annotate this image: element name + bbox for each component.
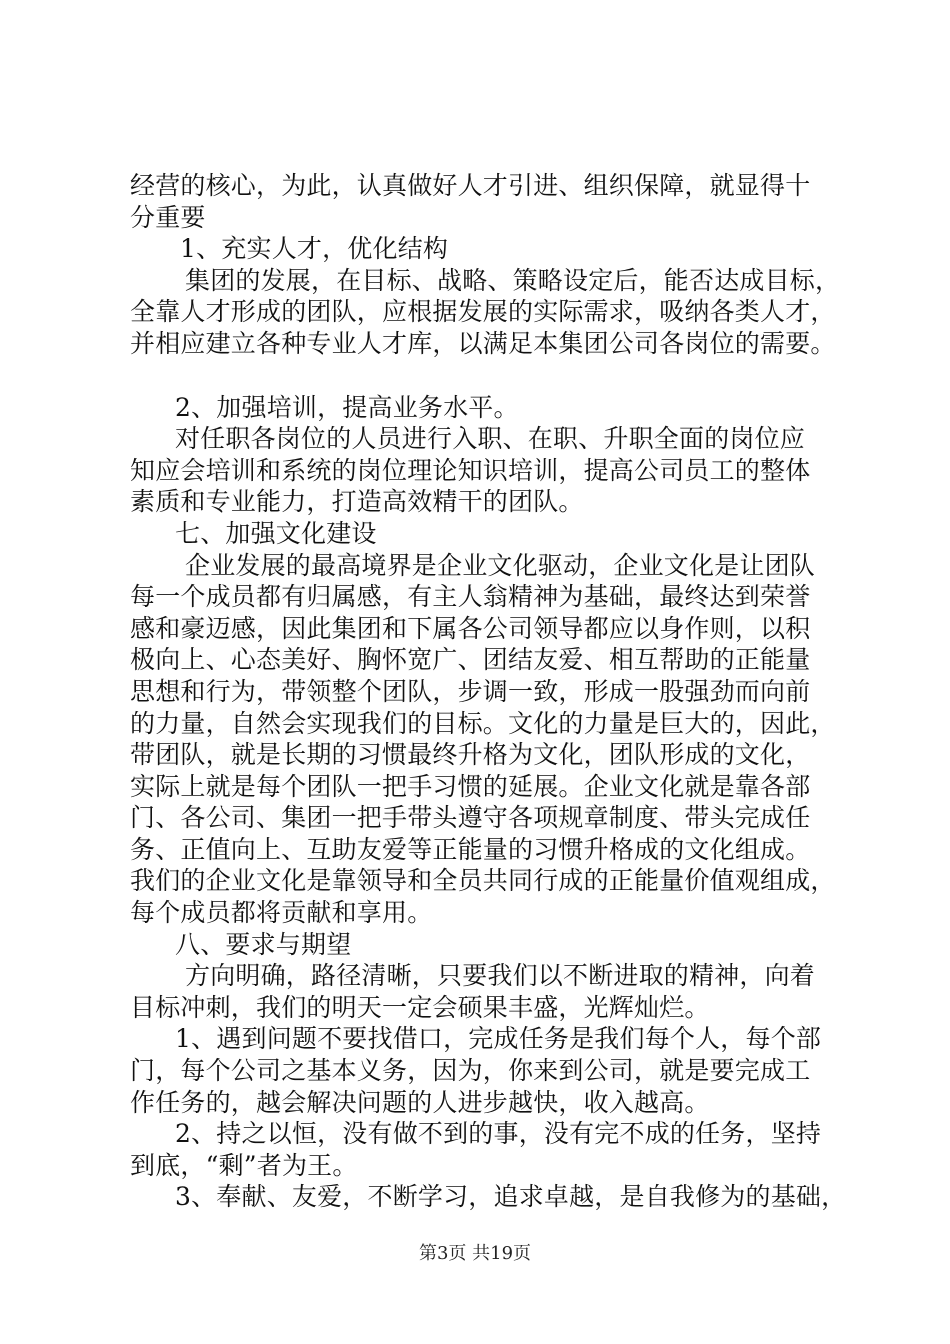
paragraph-line: 门，每个公司之基本义务，因为，你来到公司，就是要完成工 bbox=[130, 1056, 811, 1086]
paragraph-line: 务、正值向上、互助友爱等正能量的习惯升格成的文化组成。 bbox=[130, 834, 811, 864]
paragraph-line: 集团的发展，在目标、战略、策略设定后，能否达成目标， bbox=[185, 265, 841, 295]
paragraph-line: 思想和行为，带领整个团队，步调一致，形成一股强劲而向前 bbox=[130, 676, 811, 706]
paragraph-line: 素质和专业能力，打造高效精干的团队。 bbox=[130, 487, 584, 517]
paragraph-line: 的力量，自然会实现我们的目标。文化的力量是巨大的，因此， bbox=[130, 708, 836, 738]
paragraph-line: 到底，“剩”者为王。 bbox=[130, 1150, 358, 1180]
chapter-heading: 七、加强文化建设 bbox=[175, 518, 377, 548]
paragraph-line: 全靠人才形成的团队，应根据发展的实际需求，吸纳各类人才， bbox=[130, 297, 836, 327]
paragraph-line: 实际上就是每个团队一把手习惯的延展。企业文化就是靠各部 bbox=[130, 771, 811, 801]
paragraph-line: 方向明确，路径清晰，只要我们以不断进取的精神，向着 bbox=[185, 961, 816, 991]
paragraph-line: 带团队，就是长期的习惯最终升格为文化，团队形成的文化， bbox=[130, 740, 811, 770]
paragraph-line: 并相应建立各种专业人才库，以满足本集团公司各岗位的需要。 bbox=[130, 328, 836, 358]
paragraph-line: 门、各公司、集团一把手带头遵守各项规章制度、带头完成任 bbox=[130, 803, 811, 833]
paragraph-line: 感和豪迈感，因此集团和下属各公司领导都应以身作则，以积 bbox=[130, 613, 811, 643]
section-heading: 1、充实人才，优化结构 bbox=[180, 234, 449, 264]
blank-line bbox=[130, 360, 842, 392]
paragraph-line: 每个成员都将贡献和享用。 bbox=[130, 898, 433, 928]
section-heading: 2、加强培训，提高业务水平。 bbox=[175, 392, 519, 422]
paragraph-line: 每一个成员都有归属感，有主人翁精神为基础，最终达到荣誉 bbox=[130, 582, 811, 612]
paragraph-line: 1、遇到问题不要找借口，完成任务是我们每个人，每个部 bbox=[175, 1024, 822, 1054]
paragraph-line: 知应会培训和系统的岗位理论知识培训，提高公司员工的整体 bbox=[130, 455, 811, 485]
paragraph-line: 目标冲刺，我们的明天一定会硕果丰盛，光辉灿烂。 bbox=[130, 992, 710, 1022]
page-number-footer: 第3页 共19页 bbox=[418, 1243, 532, 1264]
paragraph-line: 分重要 bbox=[130, 202, 206, 232]
paragraph-line: 经营的核心，为此，认真做好人才引进、组织保障，就显得十 bbox=[130, 171, 811, 200]
paragraph-line: 对任职各岗位的人员进行入职、在职、升职全面的岗位应 bbox=[175, 424, 806, 454]
chapter-heading: 八、要求与期望 bbox=[175, 929, 352, 959]
paragraph-line: 极向上、心态美好、胸怀宽广、团结友爱、相互帮助的正能量 bbox=[130, 645, 811, 675]
paragraph-line: 2、持之以恒，没有做不到的事，没有完不成的任务，坚持 bbox=[175, 1119, 822, 1149]
document-body bbox=[130, 170, 847, 1213]
paragraph-line: 3、奉献、友爱，不断学习，追求卓越，是自我修为的基础， bbox=[175, 1182, 847, 1212]
paragraph-line: 作任务的，越会解决问题的人进步越快，收入越高。 bbox=[130, 1087, 710, 1117]
paragraph-line: 我们的企业文化是靠领导和全员共同行成的正能量价值观组成， bbox=[130, 866, 836, 896]
paragraph-line: 企业发展的最高境界是企业文化驱动，企业文化是让团队 bbox=[185, 550, 816, 580]
